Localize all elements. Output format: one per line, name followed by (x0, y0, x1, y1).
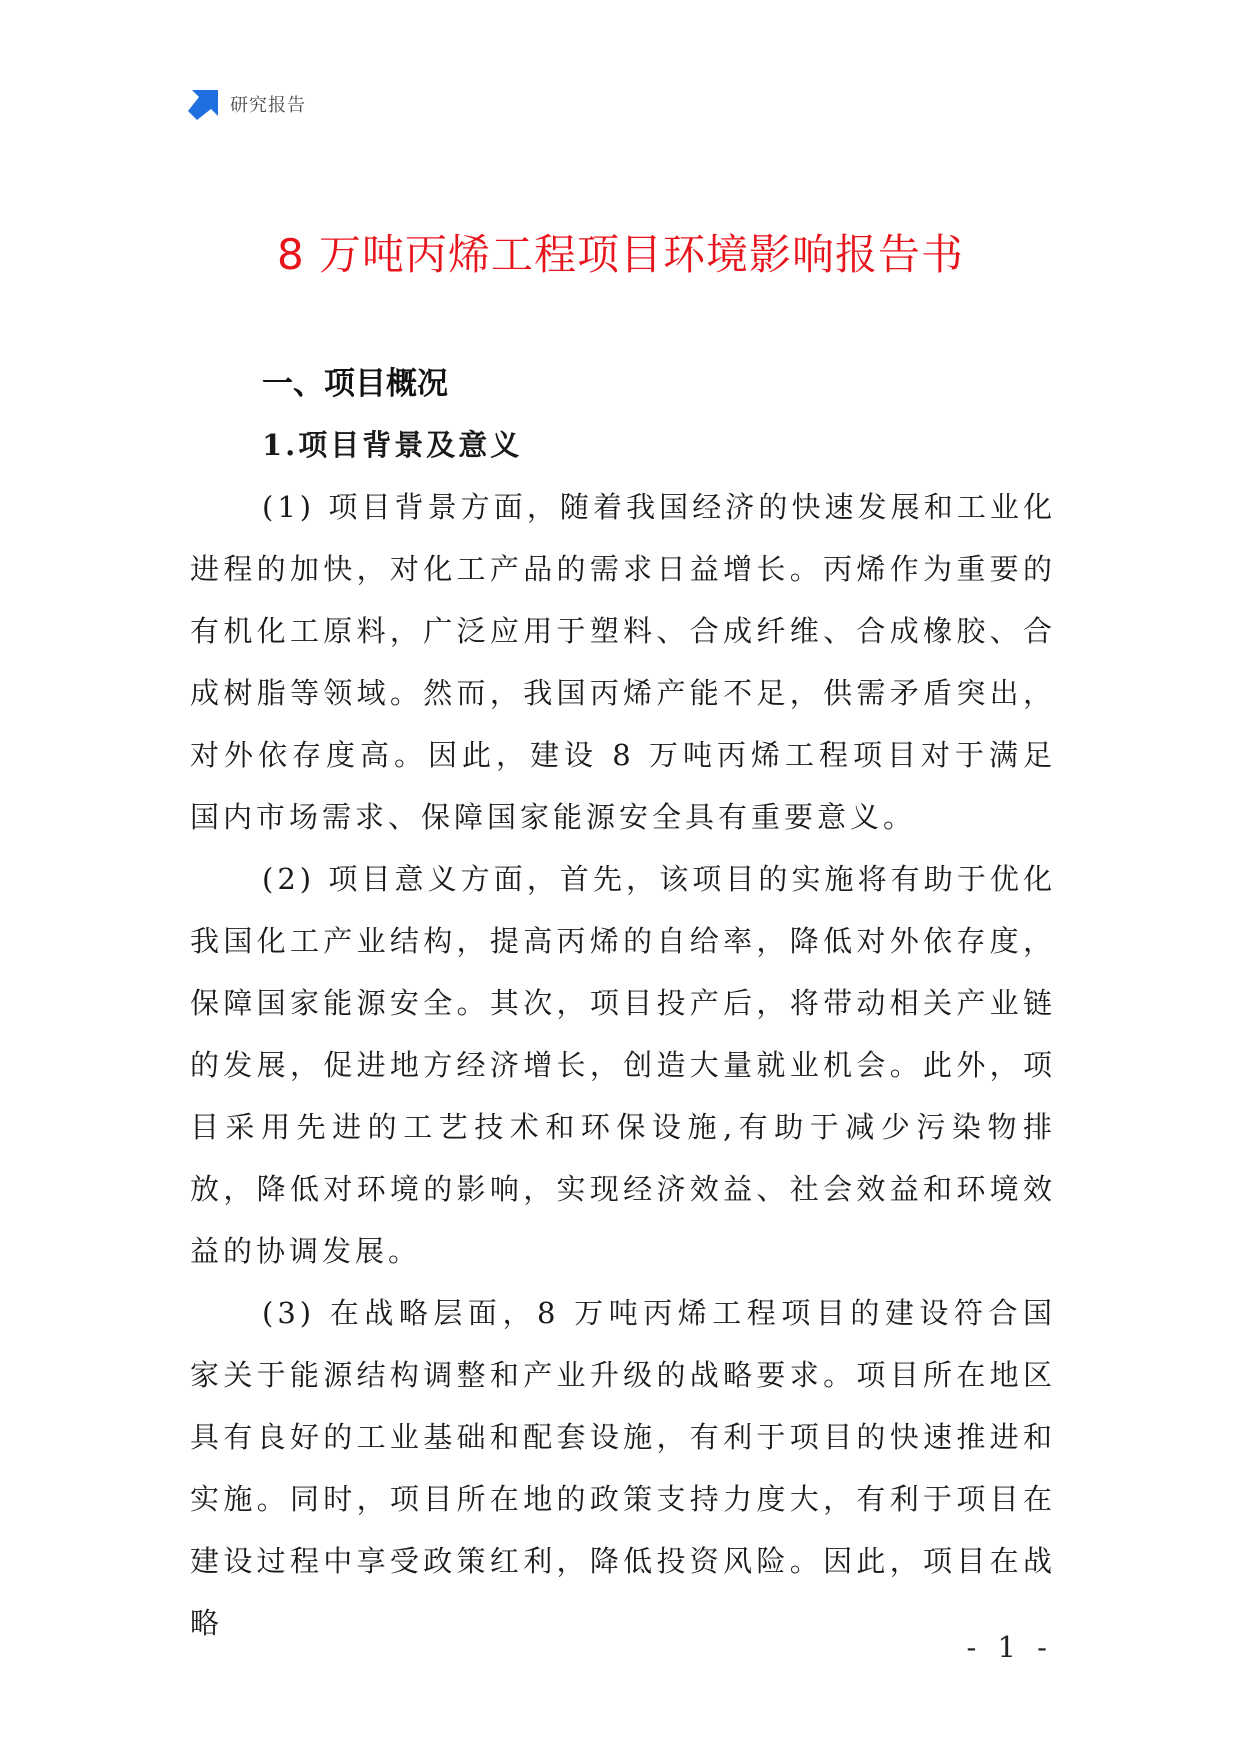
paragraph-background: (1) 项目背景方面，随着我国经济的快速发展和工业化进程的加快，对化工产品的需求日益增长。丙烯作为重要的有机化工原料，广泛应用于塑料、合成纤维、合成橡胶、合成树脂等领域。然而，我国丙烯产能不足，供需矛盾突出，对外依存度高。因此，建设 8 万吨丙烯工程项目对于满足国内市场需求、保障国家能源安全具有重要意义。 (190, 490, 1056, 834)
paragraph-significance: (2) 项目意义方面，首先，该项目的实施将有助于优化我国化工产业结构，提高丙烯的自给率，降低对外依存度，保障国家能源安全。其次，项目投产后，将带动相关产业链的发展，促进地方经济增长，创造大量就业机会。此外，项目采用先进的工艺技术和环保设施,有助于减少污染物排放，降低对环境的影响，实现经济效益、社会效益和环境效益的协调发展。 (190, 862, 1056, 1268)
page-number: - 1 - (966, 1630, 1053, 1664)
section-heading: 一、项目概况 (262, 366, 448, 402)
header-label: 研究报告 (230, 95, 306, 116)
report-header (188, 88, 306, 120)
page-title: 8 万吨丙烯工程项目环境影响报告书 (276, 230, 965, 279)
arrow-up-right-icon (188, 88, 220, 120)
subsection-heading: 1.项目背景及意义 (262, 428, 523, 462)
document-body (190, 354, 1056, 1654)
paragraph-strategy: (3) 在战略层面，8 万吨丙烯工程项目的建设符合国家关于能源结构调整和产业升级的战略要求。项目所在地区具有良好的工业基础和配套设施，有利于项目的快速推进和实施。同时，项目所在地的政策支持力度大，有利于项目在建设过程中享受政策红利，降低投资风险。因此，项目在战略 (190, 1296, 1056, 1640)
